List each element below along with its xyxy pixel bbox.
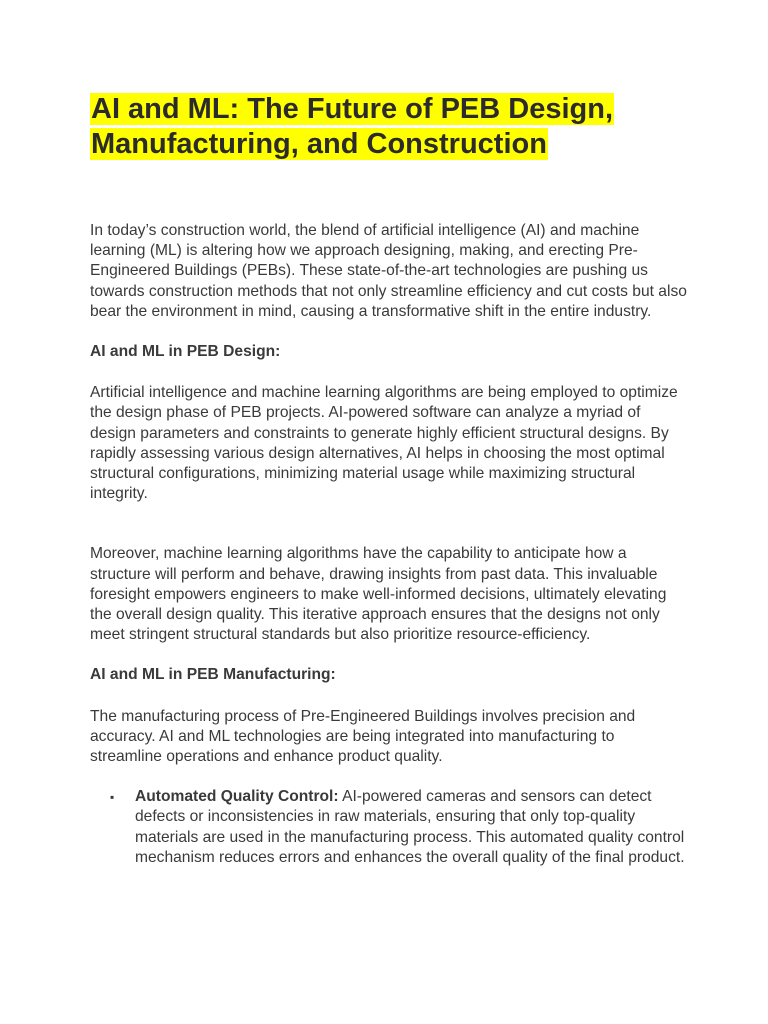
list-item	[90, 787, 690, 868]
document-body	[90, 221, 690, 868]
manufacturing-bullet-list	[90, 787, 690, 868]
title-highlight: AI and ML: The Future of PEB Design, Manufacturing, and Construction	[91, 93, 613, 160]
bullet-label: Automated Quality Control:	[135, 788, 339, 806]
title-block	[90, 92, 690, 162]
design-paragraph-2: Moreover, machine learning algorithms have the capability to anticipate how a structure will perform and behave, drawing insights from past data. This invaluable foresight empowers engineers to make well-informed decisions, ultimately elevating the overall design quality. This iterative approach ensures that the designs not only meet stringent structural standards but also prioritize resource-efficiency.	[90, 545, 667, 644]
intro-paragraph: In today’s construction world, the blend of artificial intelligence (AI) and machine learning (ML) is altering how we approach designing, making, and erecting Pre-Engineered Buildings (PEBs). These state-of-the-art technologies are pushing us towards construction methods that not only streamline efficiency and cut costs but also bear the environment in mind, causing a transformative shift in the entire industry.	[90, 222, 687, 320]
manufacturing-paragraph: The manufacturing process of Pre-Engineered Buildings involves precision and accuracy. AI and ML technologies are being integrated into manufacturing to streamline operations and enhance product quality.	[90, 707, 636, 766]
section-heading-manufacturing: AI and ML in PEB Manufacturing:	[90, 666, 336, 684]
design-paragraph-1: Artificial intelligence and machine learning algorithms are being employed to optimize the design phase of PEB projects. AI-powered software can analyze a myriad of design parameters and constraints to generate highly efficient structural designs. By rapidly assessing various design alternatives, AI helps in choosing the most optimal structural configurations, minimizing material usage while maximizing structural integrity.	[90, 384, 678, 503]
square-bullet-icon: ▪	[110, 790, 115, 805]
document-title	[90, 92, 690, 162]
bullet-text: AI-powered cameras and sensors can detect defects or inconsistencies in raw materials, ensuring that only top-quality materials are used in the manufacturing process. This automated quality control mechanism reduces errors and enhances the overall quality of the final product.	[135, 788, 685, 866]
section-heading-design: AI and ML in PEB Design:	[90, 343, 281, 361]
